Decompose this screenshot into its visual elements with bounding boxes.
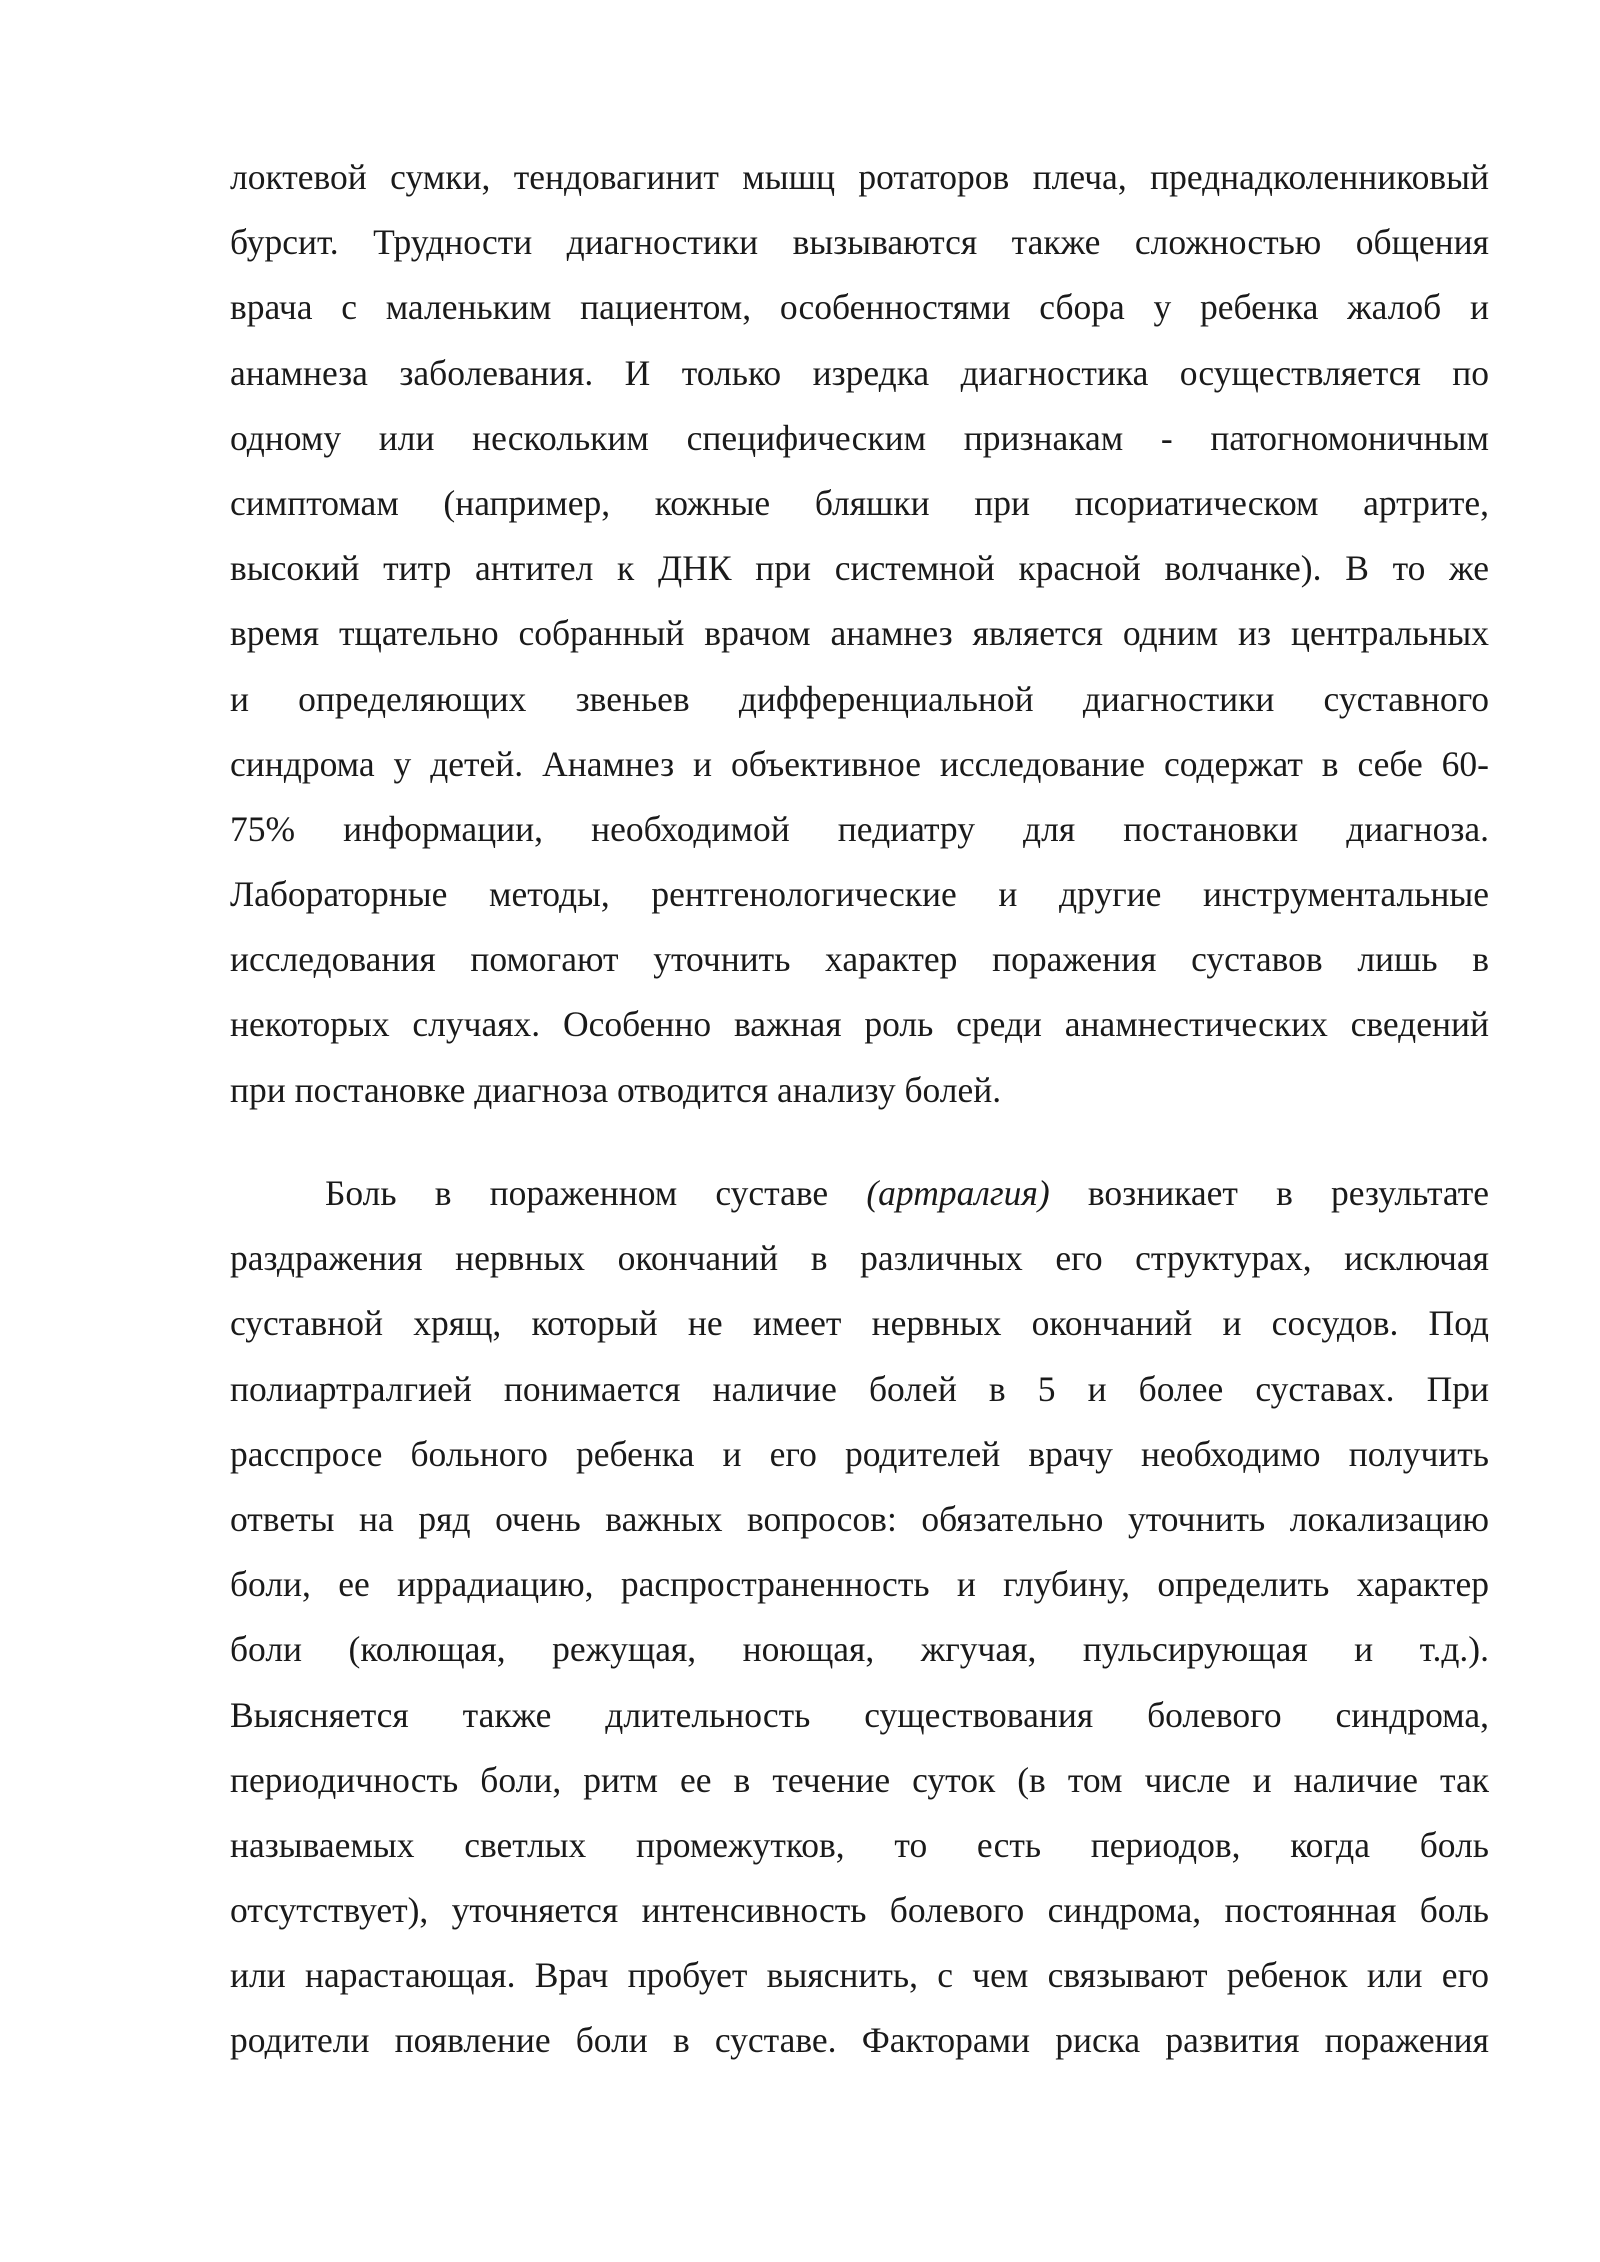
italic-term: (артралгия) bbox=[866, 1173, 1050, 1213]
text-line: локтевой сумки, тендовагинит мышц ротаторов плеча, преднадколенниковый bbox=[230, 157, 1489, 197]
text-line: или нарастающая. Врач пробует выяснить, с чем связывают ребенок или его bbox=[230, 1955, 1489, 1996]
text-line: высокий титр антител к ДНК при системной красной волчанке). В то же bbox=[230, 548, 1489, 589]
text-run: возникает в результате bbox=[1049, 1173, 1489, 1213]
text-line: отсутствует), уточняется интенсивность болевого синдрома, постоянная боль bbox=[230, 1890, 1489, 1931]
text-line: врача с маленьким пациентом, особенностями сбора у ребенка жалоб и bbox=[230, 287, 1489, 328]
text-line: полиартралгией понимается наличие болей в 5 и более суставах. При bbox=[230, 1368, 1489, 1409]
text-line: периодичность боли, ритм ее в течение суток (в том числе и наличие так bbox=[230, 1759, 1489, 1800]
text-line: суставной хрящ, который не имеет нервных окончаний и сосудов. Под bbox=[230, 1303, 1489, 1344]
text-line: исследования помогают уточнить характер поражения суставов лишь в bbox=[230, 939, 1489, 980]
text-run: Боль в пораженном суставе bbox=[325, 1173, 867, 1213]
text-line-first bbox=[230, 1161, 1489, 1226]
text-line: Лабораторные методы, рентгенологические и другие инструментальные bbox=[230, 874, 1489, 915]
paragraph-2 bbox=[230, 1161, 1489, 2074]
text-line: одному или нескольким специфическим признакам - патогномоничным bbox=[230, 417, 1489, 458]
text-line: время тщательно собранный врачом анамнез является одним из центральных bbox=[230, 613, 1489, 654]
text-line: 75% информации, необходимой педиатру для постановки диагноза. bbox=[230, 808, 1489, 849]
paragraph-1 bbox=[230, 145, 1489, 1123]
text-line: боли (колющая, режущая, ноющая, жгучая, пульсирующая и т.д.). bbox=[230, 1629, 1489, 1670]
text-line: боли, ее иррадиацию, распространенность и глубину, определить характер bbox=[230, 1564, 1489, 1605]
text-line: симптомам (например, кожные бляшки при псориатическом артрите, bbox=[230, 482, 1489, 523]
text-line: ответы на ряд очень важных вопросов: обязательно уточнить локализацию bbox=[230, 1498, 1489, 1539]
text-line: расспросе больного ребенка и его родителей врачу необходимо получить bbox=[230, 1433, 1489, 1474]
text-line: родители появление боли в суставе. Факторами риска развития поражения bbox=[230, 2020, 1489, 2061]
text-line: и определяющих звеньев дифференциальной диагностики суставного bbox=[230, 678, 1489, 719]
text-line: при постановке диагноза отводится анализу болей. bbox=[230, 1069, 1002, 1110]
text-line: синдрома у детей. Анамнез и объективное исследование содержат в себе 60- bbox=[230, 743, 1489, 784]
text-line: раздражения нервных окончаний в различных его структурах, исключая bbox=[230, 1238, 1489, 1279]
text-line: называемых светлых промежутков, то есть периодов, когда боль bbox=[230, 1824, 1489, 1865]
text-line: анамнеза заболевания. И только изредка диагностика осуществляется по bbox=[230, 352, 1489, 393]
text-line: некоторых случаях. Особенно важная роль среди анамнестических сведений bbox=[230, 1004, 1489, 1045]
text-line: Выясняется также длительность существования болевого синдрома, bbox=[230, 1694, 1489, 1735]
text-line: бурсит. Трудности диагностики вызываются также сложностью общения bbox=[230, 222, 1489, 263]
